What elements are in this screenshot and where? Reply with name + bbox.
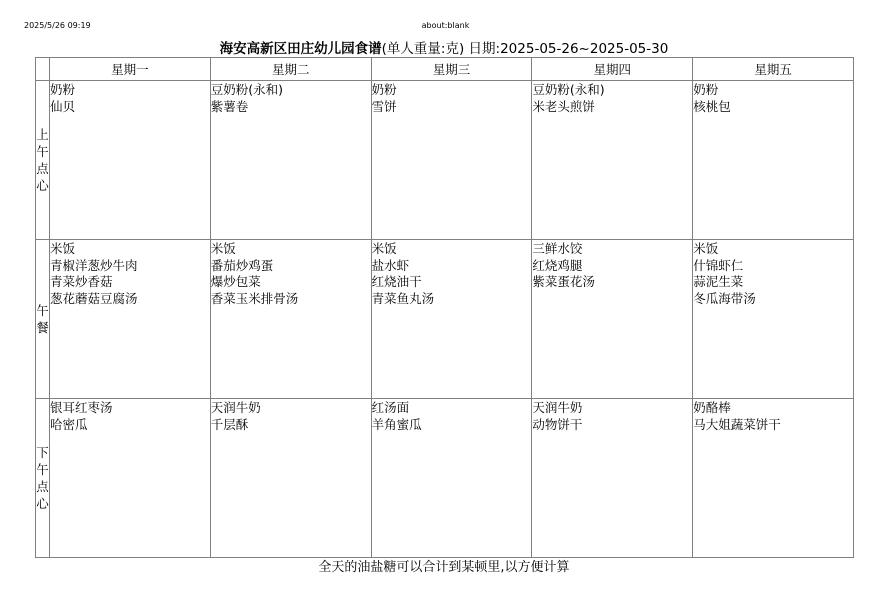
dish-list bbox=[532, 399, 692, 433]
dish-item: 盐水虾 bbox=[371, 257, 410, 273]
dish-item: 米饭 bbox=[693, 241, 719, 256]
menu-cell-lunch-tuesday bbox=[210, 240, 371, 399]
dish-item: 银耳红枣汤 bbox=[50, 400, 113, 415]
dish-list bbox=[532, 81, 692, 115]
menu-cell-lunch-monday bbox=[50, 240, 211, 399]
dish-list bbox=[211, 240, 371, 307]
dish-item: 马大姐蔬菜饼干 bbox=[693, 416, 781, 432]
dish-item: 仙贝 bbox=[50, 98, 76, 114]
dish-list bbox=[50, 399, 210, 433]
dish-item: 青椒洋葱炒牛肉 bbox=[50, 257, 138, 273]
day-header-friday: 星期五 bbox=[693, 58, 854, 81]
menu-cell-morning-snack-friday bbox=[693, 81, 854, 240]
meal-label-char: 午 bbox=[36, 462, 49, 477]
meal-label-morning-snack bbox=[36, 81, 50, 240]
dish-item: 天润牛奶 bbox=[532, 400, 583, 415]
meal-label-afternoon-snack bbox=[36, 399, 50, 558]
dish-list bbox=[693, 399, 853, 433]
meal-label-char: 午 bbox=[36, 144, 49, 159]
menu-cell-morning-snack-tuesday bbox=[210, 81, 371, 240]
menu-cell-morning-snack-thursday bbox=[532, 81, 693, 240]
menu-cell-afternoon-snack-tuesday bbox=[210, 399, 371, 558]
meal-row-lunch bbox=[36, 240, 854, 399]
meal-label-char: 心 bbox=[36, 178, 49, 193]
dish-item: 爆炒包菜 bbox=[210, 274, 261, 289]
dish-item: 红烧鸡腿 bbox=[532, 257, 583, 273]
meal-label-char: 点 bbox=[36, 161, 49, 176]
dish-item: 羊角蜜瓜 bbox=[371, 416, 422, 432]
footer-note: 全天的油盐糖可以合计到某顿里,以方便计算 bbox=[318, 560, 570, 575]
meal-label-lunch bbox=[36, 240, 50, 399]
menu-date-range: 日期:2025-05-26~2025-05-30 bbox=[468, 41, 669, 57]
print-url: about:blank bbox=[421, 21, 470, 30]
day-header-row bbox=[36, 58, 854, 81]
dish-list bbox=[372, 399, 532, 433]
meal-row-morning-snack bbox=[36, 81, 854, 240]
dish-item: 米饭 bbox=[371, 241, 397, 256]
dish-item: 奶粉 bbox=[371, 82, 397, 97]
dish-item: 紫菜蛋花汤 bbox=[532, 274, 595, 289]
dish-item: 核桃包 bbox=[693, 98, 731, 114]
dish-item: 紫薯卷 bbox=[210, 98, 249, 114]
dish-item: 千层酥 bbox=[210, 416, 249, 432]
dish-item: 豆奶粉(永和) bbox=[532, 82, 605, 97]
dish-item: 雪饼 bbox=[371, 98, 397, 114]
dish-item: 奶粉 bbox=[693, 82, 719, 97]
menu-cell-morning-snack-monday bbox=[50, 81, 211, 240]
meal-label-char: 餐 bbox=[36, 320, 49, 335]
dish-list bbox=[211, 81, 371, 115]
dish-item: 冬瓜海带汤 bbox=[693, 290, 756, 306]
dish-item: 奶粉 bbox=[50, 82, 76, 97]
dish-item: 蒜泥生菜 bbox=[693, 274, 744, 289]
dish-list bbox=[50, 240, 210, 307]
corner-cell bbox=[36, 58, 50, 81]
dish-list bbox=[532, 240, 692, 291]
dish-item: 米饭 bbox=[50, 241, 76, 256]
dish-item: 哈密瓜 bbox=[50, 416, 88, 432]
menu-cell-morning-snack-wednesday bbox=[371, 81, 532, 240]
dish-item: 青菜炒香菇 bbox=[50, 274, 113, 289]
dish-list bbox=[50, 81, 210, 115]
meal-label-char: 上 bbox=[36, 127, 49, 142]
dish-item: 米老头煎饼 bbox=[532, 98, 595, 114]
dish-list bbox=[372, 81, 532, 115]
print-header bbox=[24, 20, 867, 32]
dish-item: 番茄炒鸡蛋 bbox=[210, 257, 274, 273]
day-header-thursday: 星期四 bbox=[532, 58, 693, 81]
dish-item: 什锦虾仁 bbox=[693, 257, 744, 273]
dish-item: 香菜玉米排骨汤 bbox=[210, 290, 299, 306]
menu-cell-afternoon-snack-friday bbox=[693, 399, 854, 558]
menu-cell-afternoon-snack-monday bbox=[50, 399, 211, 558]
dish-item: 葱花蘑菇豆腐汤 bbox=[50, 290, 138, 306]
menu-title-main: 海安高新区田庄幼儿园食谱 bbox=[219, 41, 382, 57]
dish-list bbox=[693, 81, 853, 115]
menu-cell-lunch-wednesday bbox=[371, 240, 532, 399]
day-header-tuesday: 星期二 bbox=[210, 58, 371, 81]
print-date: 2025/5/26 09:19 bbox=[24, 21, 91, 30]
meal-row-afternoon-snack bbox=[36, 399, 854, 558]
dish-item: 红烧油干 bbox=[371, 274, 422, 289]
dish-list bbox=[372, 240, 532, 307]
meal-label-char: 点 bbox=[36, 479, 49, 494]
meal-label-char: 下 bbox=[36, 445, 49, 460]
dish-item: 三鲜水饺 bbox=[532, 241, 583, 256]
dish-item: 豆奶粉(永和) bbox=[210, 82, 284, 97]
dish-item: 动物饼干 bbox=[532, 416, 583, 432]
menu-title-unit: (单人重量:克) bbox=[381, 41, 465, 57]
day-header-wednesday: 星期三 bbox=[371, 58, 532, 81]
menu-cell-afternoon-snack-wednesday bbox=[371, 399, 532, 558]
menu-table bbox=[35, 57, 854, 558]
menu-cell-afternoon-snack-thursday bbox=[532, 399, 693, 558]
menu-title bbox=[35, 40, 853, 58]
day-header-monday: 星期一 bbox=[50, 58, 211, 81]
menu-cell-lunch-friday bbox=[693, 240, 854, 399]
menu-cell-lunch-thursday bbox=[532, 240, 693, 399]
dish-item: 红汤面 bbox=[371, 400, 410, 415]
dish-list bbox=[211, 399, 371, 433]
meal-label-char: 午 bbox=[36, 303, 49, 318]
dish-item: 青菜鱼丸汤 bbox=[371, 290, 435, 306]
dish-item: 米饭 bbox=[210, 241, 236, 256]
dish-item: 天润牛奶 bbox=[210, 400, 261, 415]
dish-list bbox=[693, 240, 853, 307]
dish-item: 奶酪棒 bbox=[693, 400, 731, 415]
meal-label-char: 心 bbox=[36, 496, 49, 511]
